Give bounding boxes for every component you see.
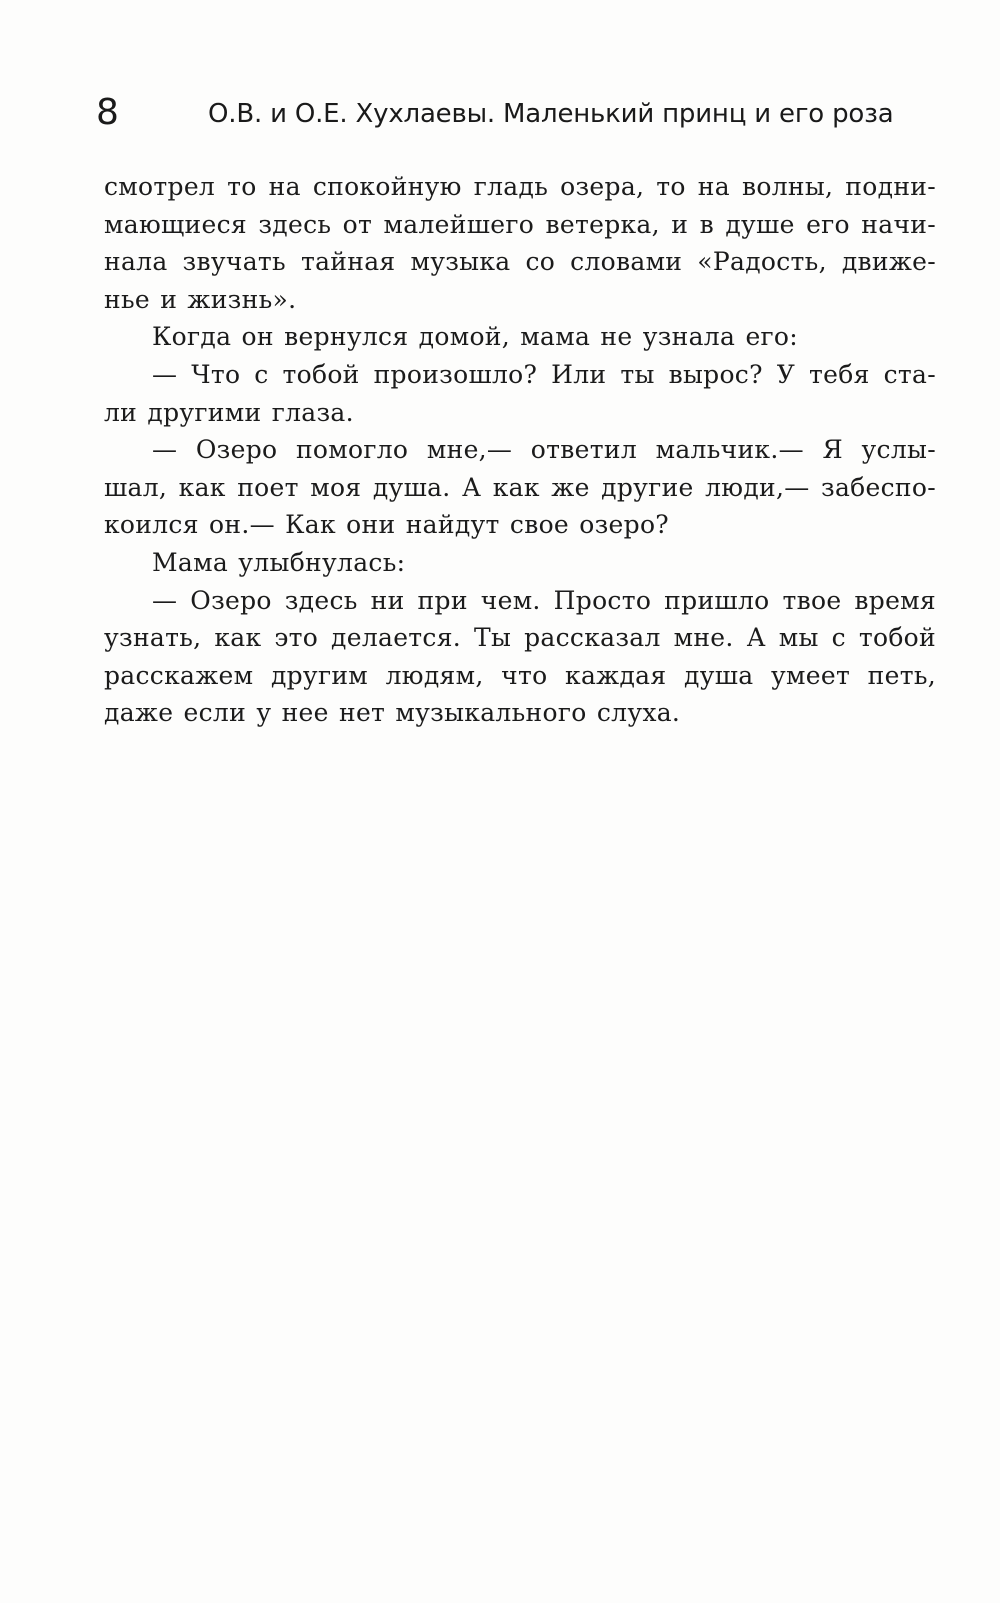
- text-line: шал, как поет моя душа. А как же другие люди,— забеспо-: [104, 472, 936, 502]
- text-line: нье и жизнь».: [104, 284, 297, 314]
- text-line: узнать, как это делается. Ты рассказал мне. А мы с тобой: [104, 623, 936, 653]
- text-line: нала звучать тайная музыка со словами «Радость, движе-: [104, 247, 936, 277]
- text-line: даже если у нее нет музыкального слуха.: [104, 698, 681, 728]
- text-line: — Что с тобой произошло? Или ты вырос? У тебя ста-: [152, 359, 936, 389]
- text-line: Когда он вернулся домой, мама не узнала его:: [152, 322, 799, 352]
- text-line: — Озеро здесь ни при чем. Просто пришло твое время: [152, 585, 936, 615]
- body-text: [104, 168, 936, 732]
- text-line: Мама улыбнулась:: [152, 547, 406, 577]
- page-header: [96, 88, 894, 138]
- running-title: О.В. и О.Е. Хухлаевы. Маленький принц и его роза: [208, 99, 894, 129]
- text-line: ли другими глаза.: [104, 397, 354, 427]
- text-line: — Озеро помогло мне,— ответил мальчик.— Я услы-: [152, 435, 936, 465]
- text-line: мающиеся здесь от малейшего ветерка, и в душе его начи-: [104, 209, 936, 239]
- page-number: 8: [96, 92, 119, 133]
- text-line: коился он.— Как они найдут свое озеро?: [104, 510, 670, 540]
- text-line: смотрел то на спокойную гладь озера, то на волны, подни-: [104, 172, 936, 201]
- text-line: расскажем другим людям, что каждая душа умеет петь,: [104, 660, 936, 690]
